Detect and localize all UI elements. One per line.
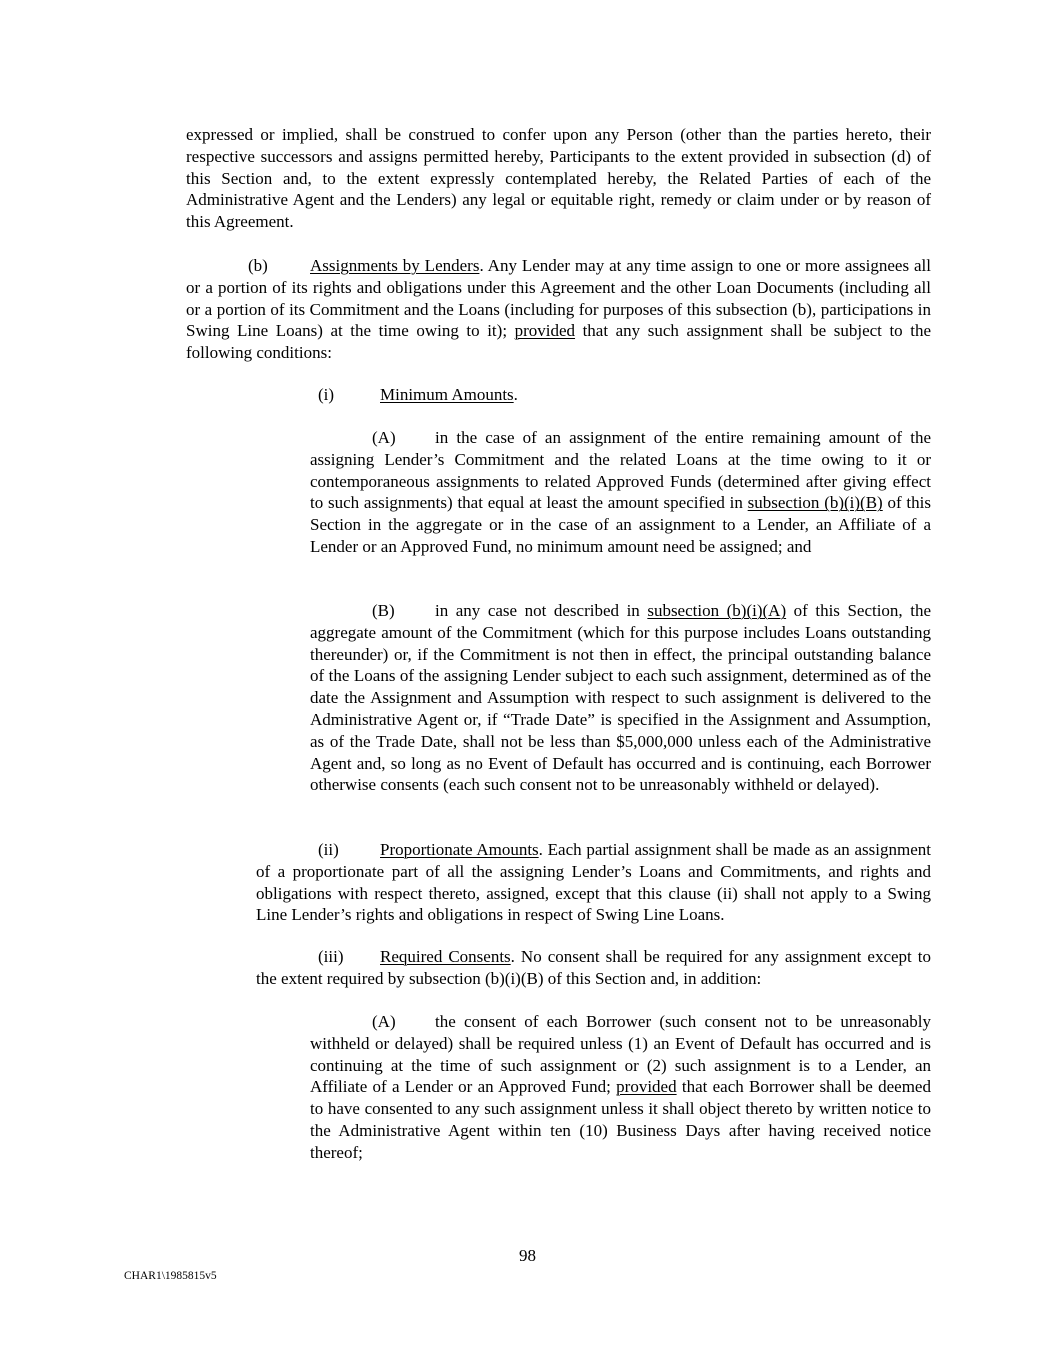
subclause-marker: (A) [372,1012,396,1031]
cross-reference: subsection (b)(i)(B) [747,493,883,513]
section-heading: Assignments by Lenders [310,256,480,275]
subclause-a-borrower-consent [310,1011,931,1164]
proviso-term: provided [514,321,576,341]
paragraph-text: . Any Lender may at any time assign to one or more assignees all or a portion of its rights and obligations under this Agreement and the other Loan Documents (including all or a portion of its Commitment and the Loans (including for purposes of this subsection (b), participations in Swing Line Loans) at the time owing to it); [186,256,931,341]
paragraph-text: in any case not described in [435,601,648,620]
paragraph-text: the consent of each Borrower (such consent not to be unreasonably withheld or delayed) shall be required unless (1) an Event of Default has occurred and is continuing at the time of such assignment or (2) such assignment is to a Lender, an Affiliate of a Lender or an Approved Fund; [310,1012,931,1097]
paragraph-continuation [186,124,931,233]
section-marker: (b) [248,256,268,275]
clause-marker: (iii) [318,947,344,966]
paragraph-text: of this Section, the aggregate amount of the Commitment (which for this purpose includes Loans outstanding thereunder) or, if the Commitment is not then in effect, the principal outstanding balance of the Loans of the assigning Lender subject to each such assignment, determined as of the date the Assignment and Assumption with respect to such assignment is delivered to the Administrative Agent or, if “Trade Date” is specified in the Assignment and Assumption, as of the Trade Date, shall not be less than $5,000,000 unless each of the Administrative Agent and, so long as no Event of Default has occurred and is continuing, each Borrower otherwise consents (each such consent not to be unreasonably withheld or delayed). [310,601,931,795]
clause-heading: Proportionate Amounts [380,840,539,859]
subclause-b-other-cases [310,600,931,796]
subclause-marker: (B) [372,601,395,620]
paragraph-text: of this Section in the aggregate or in the case of an assignment to a Lender, an Affiliate of a Lender or an Approved Fund, no minimum amount need be assigned; and [310,493,931,556]
clause-heading: Required Consents [380,947,511,966]
subclause-marker: (A) [372,428,396,447]
clause-i-minimum-amounts [186,384,931,406]
paragraph-text: . [513,385,518,404]
subclause-a-entire-amount [310,427,931,558]
paragraph-text: that any such assignment shall be subject to the following conditions: [186,321,931,363]
clause-heading: Minimum Amounts [380,385,514,404]
page-number: 98 [519,1246,536,1265]
clause-iii-required-consents [256,946,931,990]
clause-marker: (ii) [318,840,339,859]
clause-ii-proportionate-amounts [256,839,931,926]
proviso-term: provided [616,1077,677,1097]
paragraph-text: . No consent shall be required for any assignment except to the extent required by subsection (b)(i)(B) of this Section and, in addition: [256,947,932,988]
paragraph-text: . Each partial assignment shall be made as an assignment of a proportionate part of all the assigning Lender’s Loans and Commitments, and rights and obligations with respect thereto, assigned, except that this clause (ii) shall not apply to a Swing Line Lender’s rights and obligations in respect of Swing Line Loans. [256,840,931,925]
paragraph-text: expressed or implied, shall be construed to confer upon any Person (other than the parties hereto, their respective successors and assigns permitted hereby, Participants to the extent provided in subsection (d) of this Section and, to the extent expressly contemplated hereby, the Related Parties of each of the Administrative Agent and the Lenders) any legal or equitable right, remedy or claim under or by reason of this Agreement. [186,125,931,232]
paragraph-text: that each Borrower shall be deemed to have consented to any such assignment unless it shall object thereto by written notice to the Administrative Agent within ten (10) Business Days after having received notice thereof; [310,1077,931,1162]
document-id: CHAR1\1985815v5 [124,1270,217,1282]
cross-reference: subsection (b)(i)(A) [647,601,787,620]
clause-marker: (i) [318,385,335,404]
paragraph-text: in the case of an assignment of the entire remaining amount of the assigning Lender’s Commitment and the related Loans at the time owing to it or contemporaneous assignments to related Approved Funds (determined after giving effect to such assignments) that equal at least the amount specified in [310,428,931,513]
section-b-assignments-by-lenders [186,255,931,364]
